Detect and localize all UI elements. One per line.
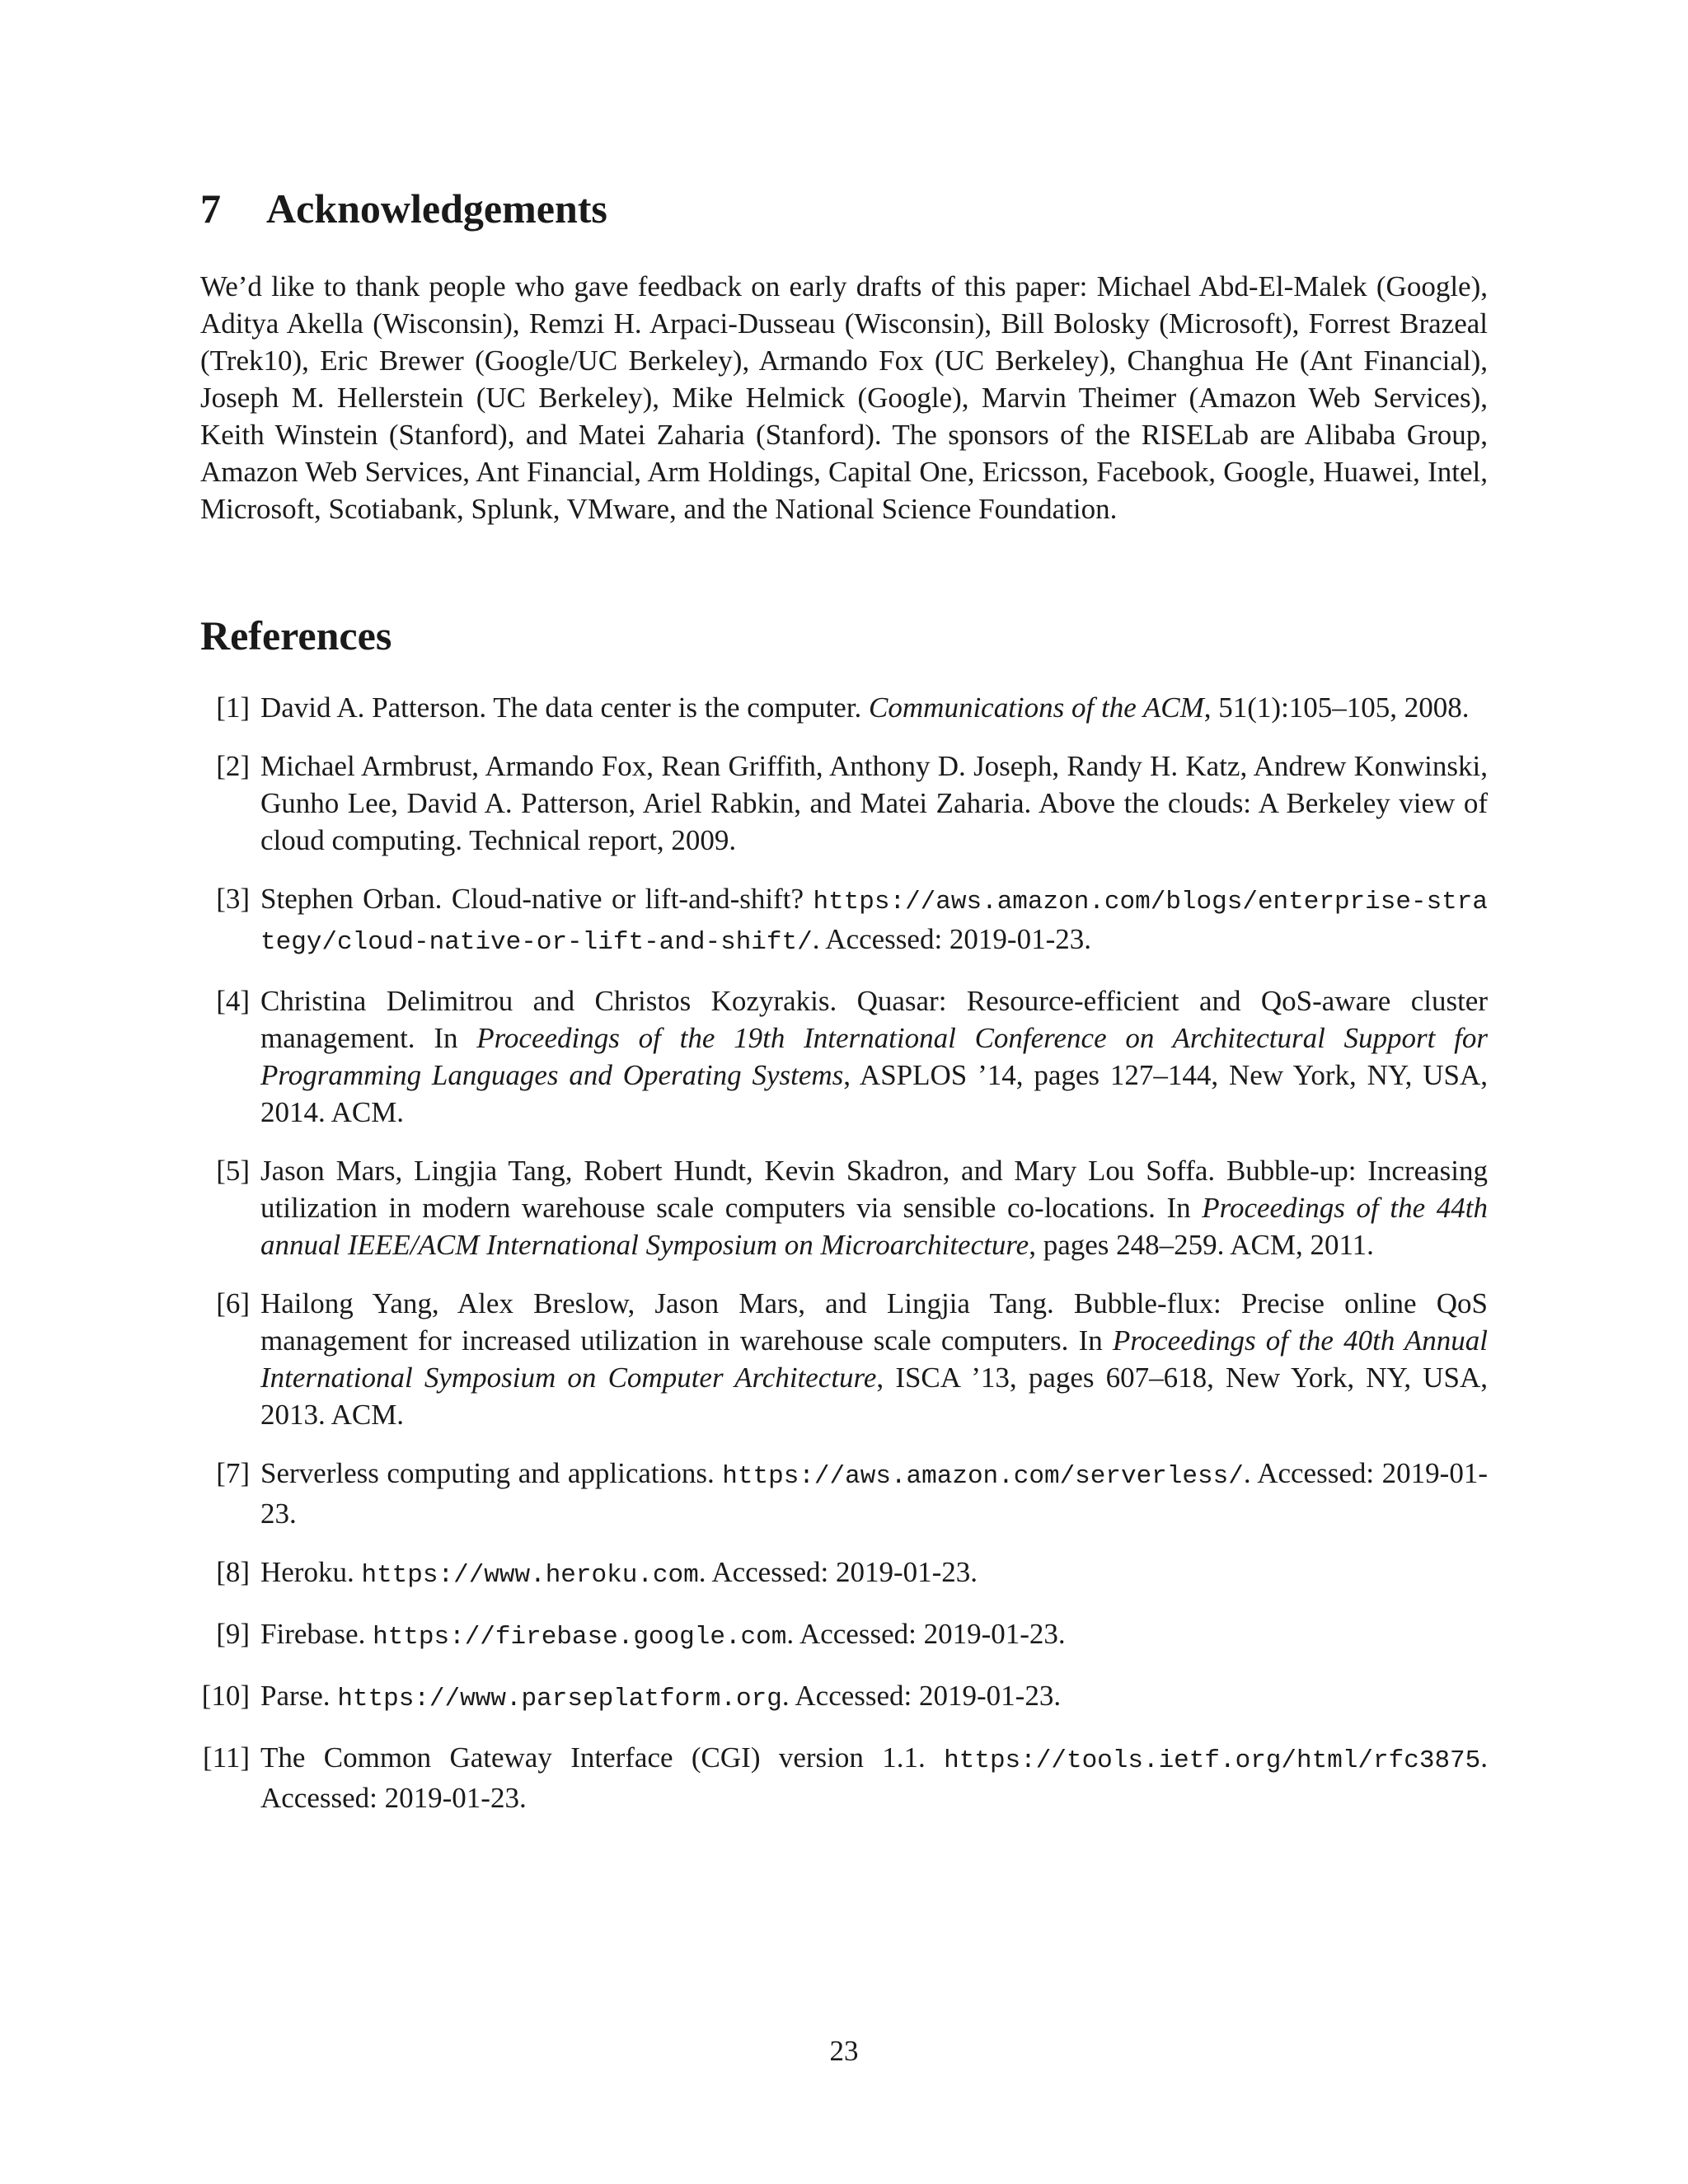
reference-item — [200, 1152, 1488, 1263]
reference-venue: Proceedings of the 19th International Conference on Architectural Support for Programming Languages and Operating Systems — [260, 1022, 1488, 1091]
reference-venue: Proceedings of the 44th annual IEEE/ACM International Symposium on Microarchitecture — [260, 1192, 1489, 1261]
reference-url-link[interactable]: https://www.parseplatform.org — [337, 1685, 782, 1713]
reference-text: , pages 248–259. ACM, 2011. — [1029, 1229, 1374, 1261]
reference-item — [200, 689, 1488, 726]
reference-url-link[interactable]: https://tools.ietf.org/html/rfc3875 — [944, 1746, 1481, 1775]
reference-text: Serverless computing and applications. — [260, 1457, 723, 1489]
reference-label: [9] — [216, 1618, 250, 1650]
section-heading — [200, 185, 607, 232]
reference-label: [8] — [216, 1556, 250, 1588]
reference-text: Parse. — [260, 1680, 338, 1712]
reference-url-link[interactable]: https://firebase.google.com — [373, 1623, 787, 1652]
reference-item — [200, 1615, 1488, 1656]
reference-text: Christina Delimitrou and Christos Kozyrakis. Quasar: Resource-efficient and QoS-aware cluster management. In — [260, 985, 1488, 1054]
acknowledgements-paragraph: We’d like to thank people who gave feedback on early drafts of this paper: Michael Abd-El-Malek (Google), Aditya Akella (Wisconsin), Remzi H. Arpaci-Dusseau (Wisconsin), Bill Bolosky (Microsoft), Forrest Brazeal (Trek10), Eric Brewer (Google/UC Berkeley), Armando Fox (UC Berkeley), Changhua He (Ant Financial), Joseph M. Hellerstein (UC Berkeley), Mike Helmick (Google), Marvin Theimer (Amazon Web Services), Keith Winstein (Stanford), and Matei Zaharia (Stanford). The sponsors of the RISELab are Alibaba Group, Amazon Web Services, Ant Financial, Arm Holdings, Capital One, Ericsson, Facebook, Google, Huawei, Intel, Microsoft, Scotiabank, Splunk, VMware, and the National Science Foundation. — [200, 270, 1488, 525]
reference-venue: Proceedings of the 40th Annual International Symposium on Computer Architecture — [260, 1324, 1489, 1394]
reference-item — [200, 880, 1488, 961]
reference-text: . Accessed: 2019-01-23. — [260, 1741, 1488, 1814]
reference-text: . Accessed: 2019-01-23. — [786, 1618, 1066, 1650]
page-number: 23 — [829, 2035, 859, 2067]
reference-label: [7] — [216, 1457, 250, 1489]
reference-text: Heroku. — [260, 1556, 362, 1588]
reference-label: [3] — [216, 883, 250, 915]
reference-text: . Accessed: 2019-01-23. — [812, 923, 1091, 955]
reference-text: Hailong Yang, Alex Breslow, Jason Mars, and Lingjia Tang. Bubble-flux: Precise online QoS management for increased utilization in warehouse scale computers. In — [260, 1287, 1488, 1357]
reference-url-link[interactable]: https://aws.amazon.com/blogs/enterprise-strategy/cloud-native-or-lift-and-shift/ — [260, 888, 1488, 957]
reference-text: Firebase. — [260, 1618, 373, 1650]
reference-text: , ISCA ’13, pages 607–618, New York, NY, USA, 2013. ACM. — [260, 1361, 1488, 1431]
reference-label: [2] — [216, 750, 250, 782]
reference-text: , ASPLOS ’14, pages 127–144, New York, NY, USA, 2014. ACM. — [260, 1059, 1488, 1128]
reference-text: , 51(1):105–105, 2008. — [1203, 691, 1470, 724]
reference-label: [10] — [201, 1680, 250, 1712]
reference-url-link[interactable]: https://www.heroku.com — [361, 1561, 699, 1590]
reference-item — [200, 1455, 1488, 1532]
reference-text: . Accessed: 2019-01-23. — [781, 1680, 1062, 1712]
reference-label: [5] — [216, 1155, 250, 1187]
reference-text: Stephen Orban. Cloud-native or lift-and-shift? — [260, 883, 814, 915]
reference-item — [200, 1285, 1488, 1433]
references-heading: References — [200, 612, 392, 658]
reference-text: The Common Gateway Interface (CGI) version 1.1. — [260, 1741, 945, 1774]
reference-venue: Communications of the ACM — [869, 691, 1204, 724]
reference-url-link[interactable]: https://aws.amazon.com/serverless/ — [722, 1462, 1244, 1491]
reference-list — [200, 689, 1488, 1838]
reference-item — [200, 1739, 1488, 1816]
section-number: 7 — [200, 185, 221, 232]
reference-text: . Accessed: 2019-01-23. — [698, 1556, 978, 1588]
reference-label: [6] — [216, 1287, 250, 1319]
reference-label: [1] — [216, 691, 250, 724]
reference-text: Michael Armbrust, Armando Fox, Rean Griffith, Anthony D. Joseph, Randy H. Katz, Andrew Konwinski, Gunho Lee, David A. Patterson, Ariel Rabkin, and Matei Zaharia. Above the clouds: A Berkeley view of cloud computing. Technical report, 2009. — [260, 750, 1488, 856]
reference-label: [4] — [216, 985, 250, 1017]
reference-text: David A. Patterson. The data center is the computer. — [260, 691, 870, 724]
reference-text: . Accessed: 2019-01-23. — [260, 1457, 1488, 1530]
reference-item — [200, 1554, 1488, 1594]
reference-item — [200, 1677, 1488, 1718]
reference-label: [11] — [202, 1741, 250, 1774]
reference-item — [200, 982, 1488, 1131]
reference-text: Jason Mars, Lingjia Tang, Robert Hundt, Kevin Skadron, and Mary Lou Soffa. Bubble-up: Increasing utilization in modern warehouse scale computers via sensible co-locations. In — [260, 1155, 1488, 1224]
reference-item — [200, 748, 1488, 859]
section-title: Acknowledgements — [266, 185, 607, 232]
